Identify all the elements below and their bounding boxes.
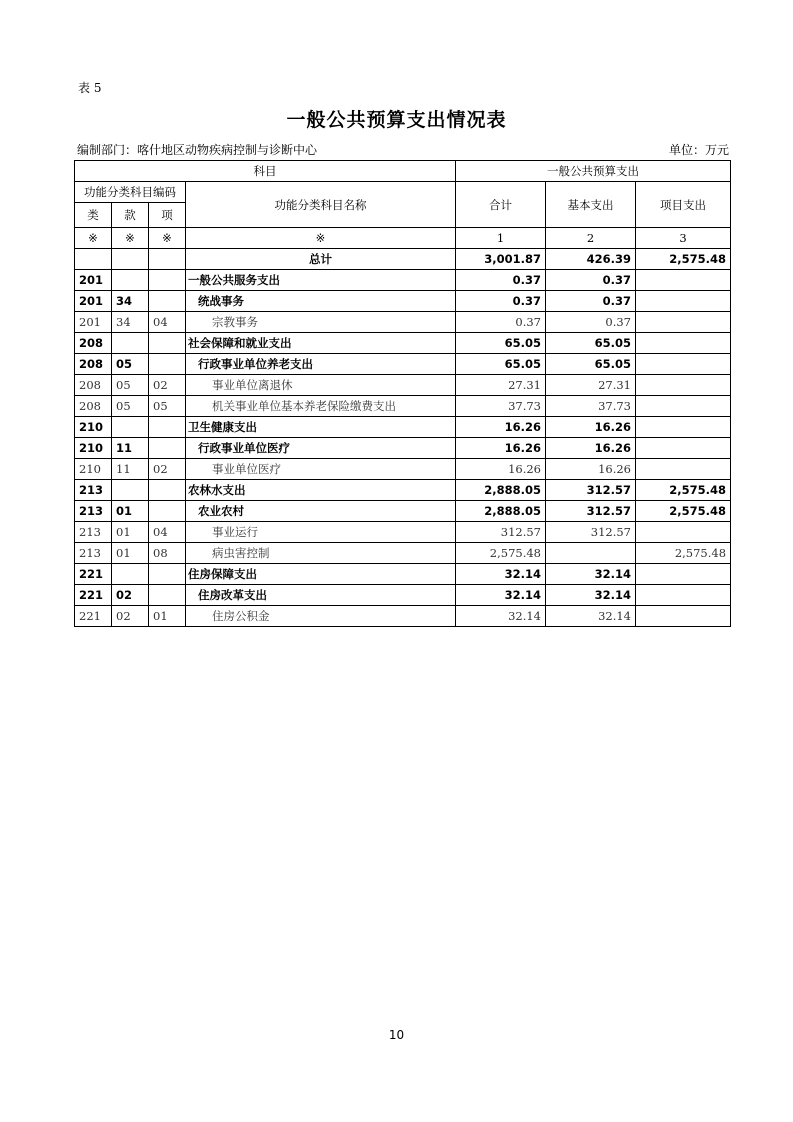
- code-kuan-cell: 01: [112, 543, 149, 564]
- total-cell: 37.73: [456, 396, 546, 417]
- total-lei: [75, 249, 112, 270]
- header-lei: 类: [75, 203, 112, 228]
- code-lei-cell: 210: [75, 438, 112, 459]
- total-cell: 27.31: [456, 375, 546, 396]
- code-xiang-cell: [149, 585, 186, 606]
- table-label: 表 5: [78, 81, 102, 95]
- mark-xiang: ※: [149, 228, 186, 249]
- mark-name: ※: [186, 228, 456, 249]
- total-cell: 16.26: [456, 417, 546, 438]
- code-lei-cell: 213: [75, 522, 112, 543]
- table-row: [75, 396, 731, 417]
- table-row: [75, 480, 731, 501]
- header-code-group: 功能分类科目编码: [75, 182, 186, 203]
- table-row: [75, 438, 731, 459]
- code-xiang-cell: 04: [149, 522, 186, 543]
- subject-name-cell: 统战事务: [186, 291, 456, 312]
- page-number: 10: [388, 1028, 405, 1042]
- subject-name-cell: 住房保障支出: [186, 564, 456, 585]
- table-row: [75, 291, 731, 312]
- code-lei-cell: 210: [75, 417, 112, 438]
- subject-name-cell: 农业农村: [186, 501, 456, 522]
- project-cell: [636, 375, 731, 396]
- col-index-1: 1: [456, 228, 546, 249]
- table-row: [75, 270, 731, 291]
- code-lei-cell: 213: [75, 501, 112, 522]
- table-row: [75, 585, 731, 606]
- total-label: 总计: [186, 249, 456, 270]
- subject-name-cell: 卫生健康支出: [186, 417, 456, 438]
- subject-name-cell: 病虫害控制: [186, 543, 456, 564]
- code-kuan-cell: [112, 270, 149, 291]
- basic-cell: 0.37: [546, 270, 636, 291]
- total-xiang: [149, 249, 186, 270]
- total-cell: 65.05: [456, 354, 546, 375]
- basic-cell: 16.26: [546, 459, 636, 480]
- project-cell: [636, 291, 731, 312]
- total-cell: 0.37: [456, 270, 546, 291]
- subject-name-cell: 住房改革支出: [186, 585, 456, 606]
- table-row: [75, 606, 731, 627]
- table-row: [75, 564, 731, 585]
- mark-kuan: ※: [112, 228, 149, 249]
- table-row: [75, 459, 731, 480]
- code-xiang-cell: [149, 291, 186, 312]
- table-header: [75, 161, 731, 249]
- code-lei-cell: 208: [75, 354, 112, 375]
- header-basic: 基本支出: [546, 182, 636, 228]
- code-xiang-cell: 01: [149, 606, 186, 627]
- project-cell: [636, 312, 731, 333]
- total-cell: 2,888.05: [456, 501, 546, 522]
- basic-cell: 32.14: [546, 606, 636, 627]
- basic-cell: 16.26: [546, 438, 636, 459]
- header-subject: 科目: [75, 161, 456, 182]
- mark-lei: ※: [75, 228, 112, 249]
- department-label: 编制部门：喀什地区动物疾病控制与诊断中心: [77, 143, 318, 157]
- project-cell: 2,575.48: [636, 543, 731, 564]
- total-basic: 426.39: [546, 249, 636, 270]
- unit-label: 单位：万元: [668, 143, 729, 157]
- code-kuan-cell: 02: [112, 606, 149, 627]
- project-cell: [636, 564, 731, 585]
- code-lei-cell: 213: [75, 543, 112, 564]
- code-kuan-cell: 34: [112, 291, 149, 312]
- project-cell: [636, 333, 731, 354]
- code-xiang-cell: [149, 501, 186, 522]
- project-cell: [636, 354, 731, 375]
- code-kuan-cell: [112, 564, 149, 585]
- subject-name-cell: 住房公积金: [186, 606, 456, 627]
- total-cell: 0.37: [456, 291, 546, 312]
- project-cell: [636, 396, 731, 417]
- table-row: [75, 417, 731, 438]
- table-row: [75, 543, 731, 564]
- code-kuan-cell: [112, 333, 149, 354]
- code-lei-cell: 221: [75, 585, 112, 606]
- subject-name-cell: 机关事业单位基本养老保险缴费支出: [186, 396, 456, 417]
- table-row: [75, 333, 731, 354]
- col-index-2: 2: [546, 228, 636, 249]
- header-budget: 一般公共预算支出: [456, 161, 731, 182]
- basic-cell: 32.14: [546, 564, 636, 585]
- budget-table: [74, 160, 731, 627]
- header-kuan: 款: [112, 203, 149, 228]
- code-lei-cell: 208: [75, 396, 112, 417]
- subject-name-cell: 事业单位离退休: [186, 375, 456, 396]
- basic-cell: [546, 543, 636, 564]
- code-kuan-cell: 11: [112, 438, 149, 459]
- basic-cell: 65.05: [546, 354, 636, 375]
- code-lei-cell: 221: [75, 606, 112, 627]
- code-kuan-cell: 11: [112, 459, 149, 480]
- total-cell: 32.14: [456, 585, 546, 606]
- code-xiang-cell: 02: [149, 375, 186, 396]
- total-cell: 65.05: [456, 333, 546, 354]
- basic-cell: 0.37: [546, 312, 636, 333]
- code-lei-cell: 201: [75, 312, 112, 333]
- code-xiang-cell: [149, 480, 186, 501]
- total-project: 2,575.48: [636, 249, 731, 270]
- basic-cell: 16.26: [546, 417, 636, 438]
- code-kuan-cell: 02: [112, 585, 149, 606]
- subject-name-cell: 一般公共服务支出: [186, 270, 456, 291]
- project-cell: [636, 606, 731, 627]
- table-body: [75, 249, 731, 627]
- total-cell: 0.37: [456, 312, 546, 333]
- code-xiang-cell: [149, 354, 186, 375]
- basic-cell: 312.57: [546, 501, 636, 522]
- code-xiang-cell: [149, 333, 186, 354]
- basic-cell: 37.73: [546, 396, 636, 417]
- col-index-3: 3: [636, 228, 731, 249]
- code-lei-cell: 221: [75, 564, 112, 585]
- table-row: [75, 375, 731, 396]
- project-cell: 2,575.48: [636, 501, 731, 522]
- subject-name-cell: 行政事业单位养老支出: [186, 354, 456, 375]
- page-title: 一般公共预算支出情况表: [286, 109, 507, 131]
- code-lei-cell: 208: [75, 333, 112, 354]
- basic-cell: 27.31: [546, 375, 636, 396]
- project-cell: [636, 585, 731, 606]
- total-sum: 3,001.87: [456, 249, 546, 270]
- subject-name-cell: 宗教事务: [186, 312, 456, 333]
- total-cell: 2,575.48: [456, 543, 546, 564]
- header-project: 项目支出: [636, 182, 731, 228]
- subject-name-cell: 事业运行: [186, 522, 456, 543]
- code-xiang-cell: [149, 417, 186, 438]
- basic-cell: 65.05: [546, 333, 636, 354]
- project-cell: [636, 522, 731, 543]
- table-row: [75, 501, 731, 522]
- code-lei-cell: 201: [75, 291, 112, 312]
- code-xiang-cell: [149, 438, 186, 459]
- table-row: [75, 354, 731, 375]
- code-kuan-cell: [112, 417, 149, 438]
- code-lei-cell: 213: [75, 480, 112, 501]
- code-kuan-cell: 05: [112, 354, 149, 375]
- project-cell: 2,575.48: [636, 480, 731, 501]
- code-lei-cell: 201: [75, 270, 112, 291]
- code-xiang-cell: 02: [149, 459, 186, 480]
- code-xiang-cell: [149, 270, 186, 291]
- code-xiang-cell: 04: [149, 312, 186, 333]
- subject-name-cell: 农林水支出: [186, 480, 456, 501]
- basic-cell: 312.57: [546, 480, 636, 501]
- total-cell: 32.14: [456, 564, 546, 585]
- project-cell: [636, 417, 731, 438]
- table-row: [75, 312, 731, 333]
- subject-name-cell: 行政事业单位医疗: [186, 438, 456, 459]
- basic-cell: 32.14: [546, 585, 636, 606]
- total-kuan: [112, 249, 149, 270]
- code-xiang-cell: [149, 564, 186, 585]
- code-xiang-cell: 08: [149, 543, 186, 564]
- code-lei-cell: 210: [75, 459, 112, 480]
- header-total: 合计: [456, 182, 546, 228]
- subject-name-cell: 事业单位医疗: [186, 459, 456, 480]
- total-cell: 16.26: [456, 438, 546, 459]
- code-kuan-cell: 01: [112, 522, 149, 543]
- total-cell: 32.14: [456, 606, 546, 627]
- basic-cell: 0.37: [546, 291, 636, 312]
- total-cell: 16.26: [456, 459, 546, 480]
- subject-name-cell: 社会保障和就业支出: [186, 333, 456, 354]
- total-row: [75, 249, 731, 270]
- project-cell: [636, 270, 731, 291]
- total-cell: 2,888.05: [456, 480, 546, 501]
- code-kuan-cell: 05: [112, 375, 149, 396]
- code-kuan-cell: 01: [112, 501, 149, 522]
- code-kuan-cell: 05: [112, 396, 149, 417]
- project-cell: [636, 438, 731, 459]
- code-kuan-cell: 34: [112, 312, 149, 333]
- header-name: 功能分类科目名称: [186, 182, 456, 228]
- code-lei-cell: 208: [75, 375, 112, 396]
- code-kuan-cell: [112, 480, 149, 501]
- basic-cell: 312.57: [546, 522, 636, 543]
- project-cell: [636, 459, 731, 480]
- total-cell: 312.57: [456, 522, 546, 543]
- code-xiang-cell: 05: [149, 396, 186, 417]
- header-xiang: 项: [149, 203, 186, 228]
- table-row: [75, 522, 731, 543]
